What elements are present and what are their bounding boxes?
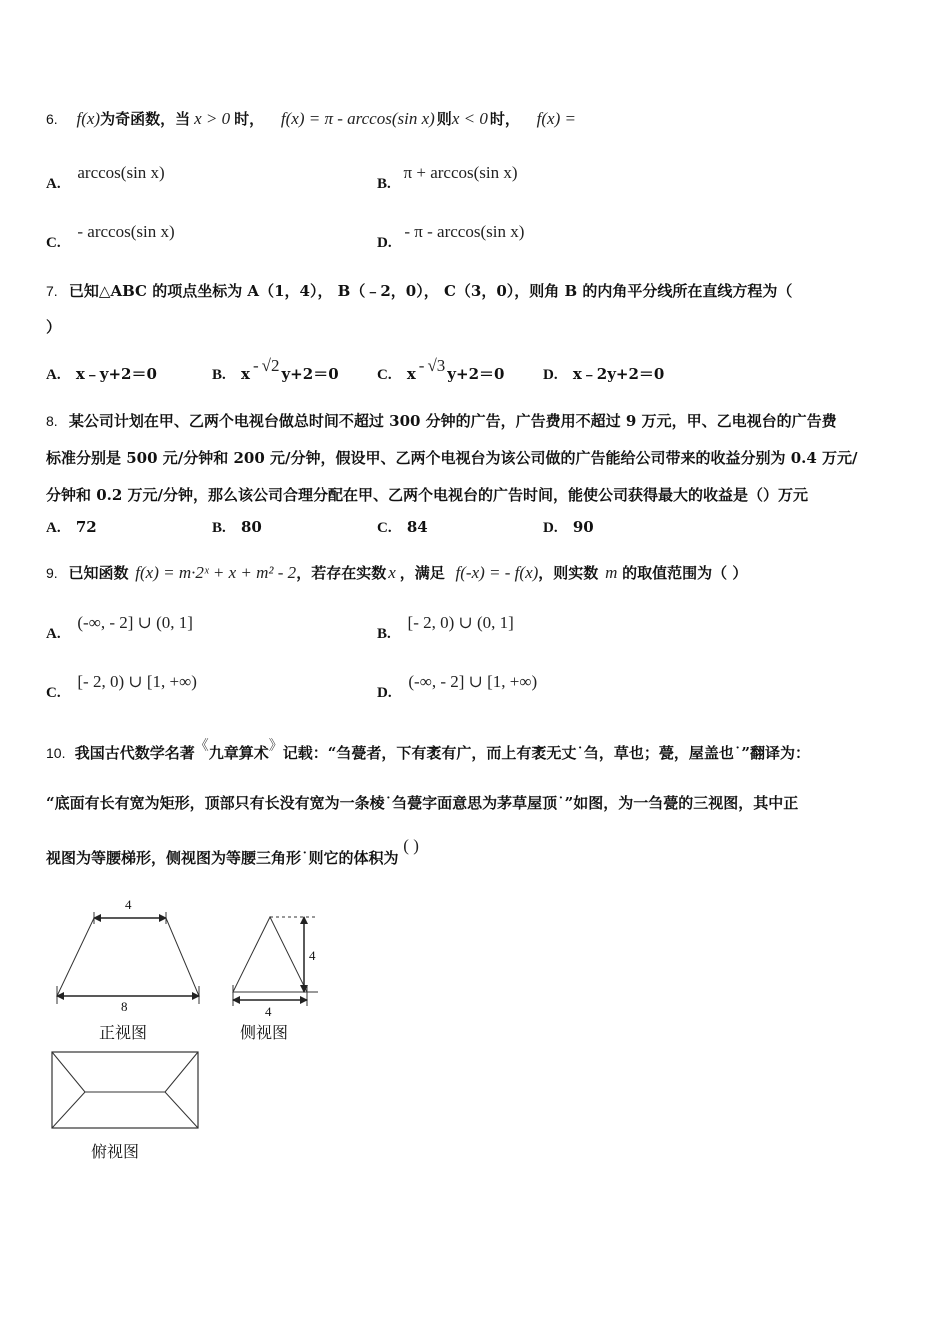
q7-text-1: 已知△ABC 的项点坐标为 A（1，4）， B（﹣2，0）， C（3，0），则角 B 的内角平分线所在直线方程为（ [68, 282, 793, 300]
q10-close-quote: 》 [268, 739, 283, 754]
front-view-top-label: 4 [125, 897, 132, 912]
side-view-bottom-label: 4 [265, 1004, 272, 1019]
q9-variable-x: x [388, 563, 396, 582]
q9-option-c-expr: [- 2, 0) ∪ [1, +∞) [77, 672, 197, 691]
q9-option-b-label: B. [377, 626, 391, 642]
q6-option-d-label: D. [377, 235, 392, 251]
q6-text-4: 时， [489, 110, 520, 128]
q9-option-c-label: C. [46, 685, 61, 701]
q8-option-b-value: 80 [241, 518, 262, 536]
q9-option-d-expr: (-∞, - 2] ∪ [1, +∞) [408, 672, 538, 691]
q6-option-d-expr: - π - arccos(sin x) [404, 222, 525, 241]
q6-text-2: 时， [234, 110, 265, 128]
q10-open-quote: 《 [194, 739, 209, 754]
q6-option-c-label: C. [46, 235, 61, 251]
q7-option-a-label: A. [46, 367, 61, 383]
q8-option-b-label: B. [212, 520, 226, 536]
q7-option-c-pre: x [406, 365, 416, 383]
top-view [52, 1052, 198, 1128]
q9-option-a-label: A. [46, 626, 61, 642]
q8-stem-line-2: 标准分别是 500 元/分钟和 200 元/分钟，假设甲、乙两个电视台为该公司做的广告能给公司带来的收益分别为 0.4 万元/ [46, 449, 858, 467]
q7-option-a-expr: x﹣y+2＝0 [75, 365, 157, 383]
top-view-rectangle [52, 1052, 198, 1128]
q7-option-b-label: B. [212, 367, 226, 383]
q6-text-3: 则 [436, 110, 452, 128]
q9-text-4: ，则实数 [538, 564, 599, 582]
q9-option-a-expr: (-∞, - 2] ∪ (0, 1] [77, 613, 193, 632]
q6-option-c-expr: - arccos(sin x) [77, 222, 175, 241]
q10-stem-line-2: “底面有长有宽为矩形，顶部只有长没有宽为一条棱˙刍甍字面意思为茅草屋顶˙”如图，为一刍甍的三视图，其中正 [46, 794, 799, 812]
q9-text-2: ，若存在实数 [296, 564, 387, 582]
q7-option-c-root: √3 [427, 356, 446, 375]
front-view-bottom-label: 8 [121, 999, 128, 1014]
q7-option-b-minus: - [252, 356, 259, 375]
q9-option-d-label: D. [377, 685, 392, 701]
q6-fx: f(x) [76, 109, 101, 128]
q10-text-1: 我国古代数学名著 [74, 744, 195, 762]
q6-text-1: 为奇函数，当 [100, 110, 191, 128]
q8-stem-line-3: 分钟和 0.2 万元/分钟，那么该公司合理分配在甲、乙两个电视台的广告时间，能使公司获得最大的收益是（）万元 [46, 486, 809, 504]
q8-text-1: 某公司计划在甲、乙两个电视台做总时间不超过 300 分钟的广告，广告费用不超过 9 万元，甲、乙电视台的广告费 [68, 412, 837, 430]
side-view [233, 917, 318, 1006]
q8-option-c-value: 84 [406, 518, 428, 536]
q7-option-b-root: √2 [261, 356, 280, 375]
q7-option-c-label: C. [377, 367, 392, 383]
q8-option-d-value: 90 [572, 518, 594, 536]
q6-option-b-expr: π + arccos(sin x) [403, 163, 518, 182]
q7-option-b-pre: x [241, 365, 250, 383]
q6-option-b-label: B. [377, 176, 391, 192]
q6-given-expression: f(x) = π - arccos(sin x) [280, 109, 435, 128]
q6-condition-positive: x > 0 [194, 109, 231, 128]
q7-stem-line-2: ） [46, 318, 62, 336]
side-view-caption: 侧视图 [240, 1023, 289, 1042]
q10-number: 10. [46, 745, 66, 761]
q9-variable-m: m [605, 563, 618, 582]
q8-option-d-label: D. [543, 520, 558, 536]
q9-text-5: 的取值范围为（ ） [622, 564, 748, 582]
q7-number: 7. [46, 283, 58, 299]
q6-option-a-expr: arccos(sin x) [77, 163, 165, 182]
q6-number: 6. [46, 111, 58, 127]
q9-text-1: 已知函数 [68, 564, 129, 582]
q7-option-b-post: y+2＝0 [281, 365, 339, 383]
q7-option-d-label: D. [543, 367, 558, 383]
q10-book-title: 九章算术 [208, 744, 269, 762]
top-view-caption: 俯视图 [91, 1142, 140, 1161]
q10-text-3: 视图为等腰梯形，侧视图为等腰三角形˙则它的体积为 [46, 849, 399, 867]
q9-option-b-expr: [- 2, 0) ∪ (0, 1] [407, 613, 514, 632]
q6-condition-negative: x < 0 [451, 109, 488, 128]
q9-number: 9. [46, 565, 58, 581]
q7-option-c-minus: - [418, 356, 425, 375]
q6-option-a-label: A. [46, 176, 61, 192]
q10-answer-paren: ( ) [403, 836, 419, 855]
front-view [57, 912, 199, 1004]
q9-function: f(x) = m·2ˣ + x + m² - 2 [135, 563, 297, 582]
q8-option-a-value: 72 [75, 518, 97, 536]
front-view-trapezoid [57, 918, 199, 996]
side-view-triangle [233, 917, 307, 992]
q9-condition: f(-x) = - f(x) [455, 563, 539, 582]
q8-option-a-label: A. [46, 520, 61, 536]
front-view-caption: 正视图 [99, 1023, 148, 1042]
q7-option-d-expr: x﹣2y+2＝0 [572, 365, 665, 383]
q8-option-c-label: C. [377, 520, 392, 536]
q8-number: 8. [46, 413, 58, 429]
q9-text-3: ，满足 [399, 564, 445, 582]
q10-text-2: 记载：“刍甍者，下有袤有广，而上有袤无丈˙刍，草也；甍，屋盖也˙”翻译为： [282, 744, 810, 762]
q7-option-c-post: y+2＝0 [447, 365, 505, 383]
side-view-height-label: 4 [309, 948, 316, 963]
q6-asked-expression: f(x) = [536, 109, 576, 128]
